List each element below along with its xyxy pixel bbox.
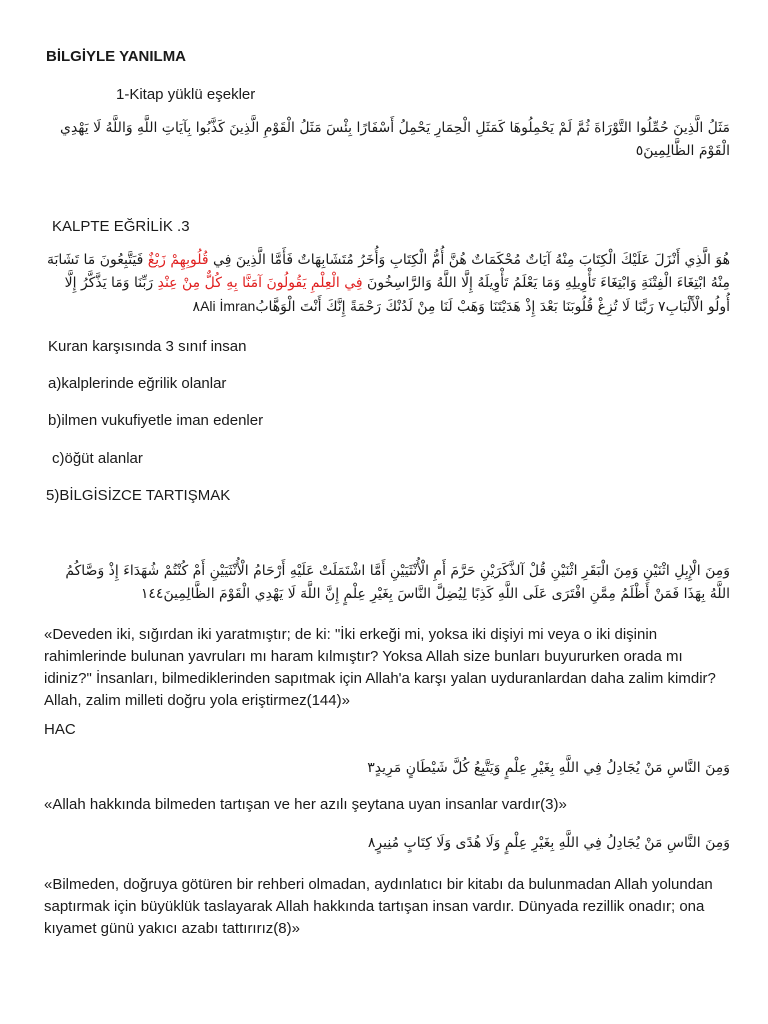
list-item: a)kalplerinde eğrilik olanlar (48, 375, 227, 392)
surah-reference: Ali İmran (200, 298, 256, 314)
kuran-intro: Kuran karşısında 3 sınıf insan (48, 338, 247, 355)
arabic-verse-hac-8: وَمِنَ النَّاسِ مَنْ يُجَادِلُ فِي اللَّهِ بِغَيْرِ عِلْمٍ وَلَا هُدًى وَلَا كِتَابٍ مُنِيرٍ٨ (367, 835, 730, 851)
arabic-verse-ali-imran-7-8 (44, 249, 730, 319)
arabic-text-segment: فَيَتَّبِعُونَ مَا تَشَابَهَ مِنْهُ ابْتِغَاءَ الْفِتْنَةِ وَابْتِغَاءَ تَأْوِيلِهِ وَمَا يَعْلَمُ تَأْوِيلَهُ إِلَّا اللَّهُ وَالرَّاسِخُونَ (46, 252, 730, 291)
list-item: b)ilmen vukufiyetle iman edenler (48, 412, 264, 429)
arabic-text-segment: هُوَ الَّذِي أَنْزَلَ عَلَيْكَ الْكِتَابَ مِنْهُ آيَاتٌ مُحْكَمَاتٌ هُنَّ أُمُّ الْكِتَابِ وَأُخَرُ مُتَشَابِهَاتٌ فَأَمَّا الَّذِينَ فِي (208, 252, 730, 268)
section-heading-kitap: 1-Kitap yüklü eşekler (116, 86, 256, 103)
list-item: c)öğüt alanlar (52, 450, 143, 467)
section-heading-hac: HAC (44, 721, 76, 738)
highlighted-arabic-knowledge: فِي الْعِلْمِ يَقُولُونَ آمَنَّا بِهِ كُلٌّ مِنْ عِنْدِ (157, 275, 363, 291)
translation-hac-3: «Allah hakkında bilmeden tartışan ve her azılı şeytana uyan insanlar vardır(3)» (44, 796, 567, 813)
page-title: BİLGİYLE YANILMA (46, 48, 187, 65)
verse-number: ٨ (192, 299, 201, 315)
arabic-verse-hac-3: وَمِنَ النَّاسِ مَنْ يُجَادِلُ فِي اللَّهِ بِغَيْرِ عِلْمٍ وَيَتَّبِعُ كُلَّ شَيْطَانٍ مَرِيدٍ٣ (367, 760, 730, 776)
arabic-verse-cuma-5: مَثَلُ الَّذِينَ حُمِّلُوا التَّوْرَاةَ ثُمَّ لَمْ يَحْمِلُوهَا كَمَثَلِ الْحِمَارِ يَحْمِلُ أَسْفَارًا بِئْسَ مَثَلُ الْقَوْمِ الَّذِينَ كَذَّبُوا بِآيَاتِ اللَّهِ وَاللَّهُ لَا يَهْدِي الْقَوْمَ الظَّالِمِينَ٥ (60, 120, 730, 159)
section-heading-tartisma: 5)BİLGİSİZCE TARTIŞMAK (46, 487, 231, 504)
highlighted-arabic-hearts: قُلُوبِهِمْ زَيْغٌ (147, 252, 209, 268)
translation-hac-8: «Bilmeden, doğruya götüren bir rehberi olmadan, aydınlatıcı bir kitabı da bulunmadan Allah yolundan saptırmak için büyüklük taslayarak Allah hakkında tartışan insan vardır. Dünyada rezillik onadır; ona kıyamet günü yakıcı azabı tattırırız(8)» (44, 876, 713, 937)
arabic-verse-enam-144: وَمِنَ الْإِبِلِ اثْنَيْنِ وَمِنَ الْبَقَرِ اثْنَيْنِ قُلْ آلذَّكَرَيْنِ حَرَّمَ أَمِ الْأُنْثَيَيْنِ أَمَّا اشْتَمَلَتْ عَلَيْهِ أَرْحَامُ الْأُنْثَيَيْنِ أَمْ كُنْتُمْ شُهَدَاءَ إِذْ وَصَّاكُمُ اللَّهُ بِهَذَا فَمَنْ أَظْلَمُ مِمَّنِ افْتَرَى عَلَى اللَّهِ كَذِبًا لِيُضِلَّ النَّاسَ بِغَيْرِ عِلْمٍ إِنَّ اللَّهَ لَا يَهْدِي الْقَوْمَ الظَّالِمِينَ١٤٤ (65, 563, 730, 602)
arabic-text-segment: رَبِّنَا وَمَا يَذَّكَّرُ إِلَّا أُولُو الْأَلْبَابِ٧ رَبَّنَا لَا تُزِغْ قُلُوبَنَا بَعْدَ إِذْ هَدَيْتَنَا وَهَبْ لَنَا مِنْ لَدُنْكَ رَحْمَةً إِنَّكَ أَنْتَ الْوَهَّابُ (64, 275, 730, 315)
section-heading-kalpte: KALPTE EĞRİLİK .3 (52, 218, 190, 235)
translation-enam-144: «Deveden iki, sığırdan iki yaratmıştır; de ki: "İki erkeği mi, yoksa iki dişiyi mi veya o iki dişinin rahimlerinde bulunan yavruları mı haram kılmıştır? Yoksa Allah size bunları buyururken orada mı idiniz?" İnsanları, bilmediklerinden sapıtmak için Allah'a karşı yalan uyduranlardan daha zalim kimdir? Allah, zalim milleti doğru yola eriştirmez(144)» (44, 626, 716, 709)
